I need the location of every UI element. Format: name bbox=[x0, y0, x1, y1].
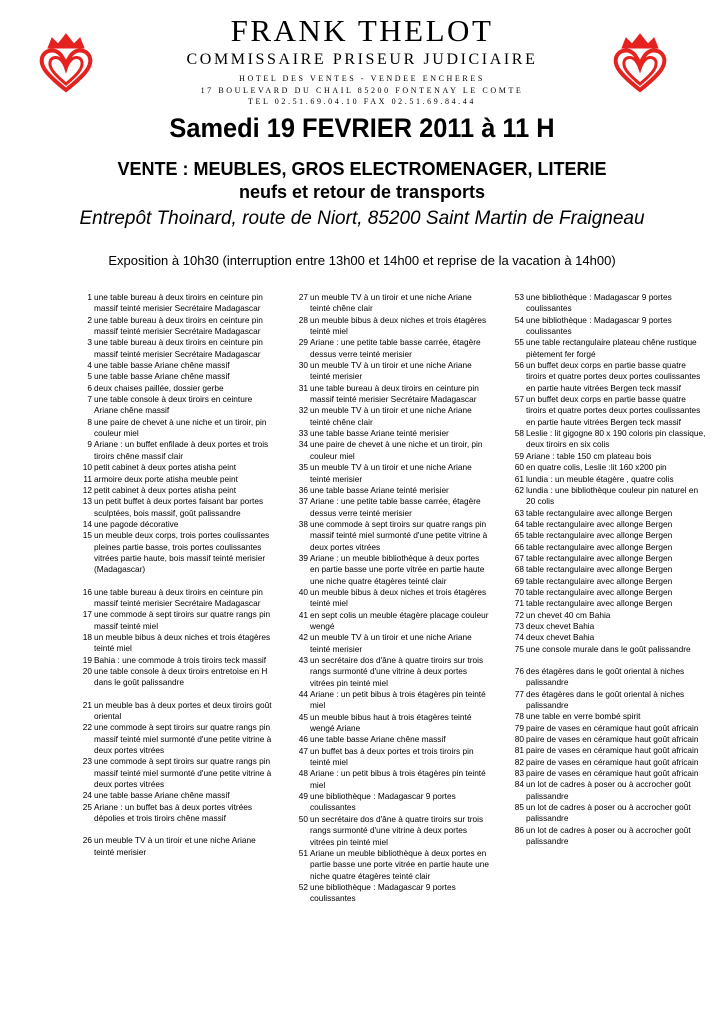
lot-number: 29 bbox=[298, 337, 308, 348]
lot-description: armoire deux porte atisha meuble peint bbox=[94, 473, 238, 484]
header-contact-line: TEL 02.51.69.04.10 FAX 02.51.69.84.44 bbox=[248, 97, 476, 106]
lot-number: 77 bbox=[514, 688, 524, 699]
lot-description: un petit buffet à deux portes faisant bar portes sculptées, bois massif, goût palissandre bbox=[94, 496, 264, 518]
lot-description: un chevet 40 cm Bahia bbox=[526, 609, 611, 620]
lot-item bbox=[510, 587, 706, 598]
lot-description: un meuble TV à un tiroir et une niche Ariane teinté merisier bbox=[310, 360, 472, 382]
lot-description: table rectangulaire avec allonge Bergen bbox=[526, 586, 673, 597]
lot-description: lundia : un meuble étagère , quatre colis bbox=[526, 473, 674, 484]
lot-item bbox=[294, 712, 490, 735]
lot-description: Leslie : lit gigogne 80 x 190 coloris pin classique, deux tiroirs en six colis bbox=[526, 428, 706, 450]
lot-description: des étagères dans le goût oriental à niches palissandre bbox=[526, 688, 685, 711]
lot-item bbox=[294, 746, 490, 769]
lot-item bbox=[78, 587, 274, 610]
lot-description: deux chaises paillée, dossier gerbe bbox=[94, 382, 224, 393]
lot-item bbox=[78, 439, 274, 462]
lot-number: 64 bbox=[514, 518, 524, 529]
lot-item bbox=[294, 360, 490, 383]
lot-number: 66 bbox=[514, 541, 524, 552]
lot-item bbox=[510, 598, 706, 609]
lot-item bbox=[78, 530, 274, 575]
lot-number: 63 bbox=[514, 507, 524, 518]
lot-item bbox=[510, 576, 706, 587]
lot-description: Ariane : une petite table basse carrée, étagère dessus verre teinté merisier bbox=[310, 496, 481, 518]
sale-title-line1: VENTE : MEUBLES, GROS ELECTROMENAGER, LITERIE bbox=[117, 159, 607, 179]
lots-column-2 bbox=[294, 292, 490, 905]
lot-item bbox=[78, 609, 274, 632]
lot-item bbox=[510, 485, 706, 508]
lot-description: une table rectangulaire plateau chêne rustique piètement fer forgé bbox=[526, 337, 697, 359]
lot-item bbox=[294, 428, 490, 439]
lot-item bbox=[510, 394, 706, 428]
lot-number: 67 bbox=[514, 552, 524, 563]
lot-description: une console murale dans le goût palissandre bbox=[526, 643, 691, 654]
lot-description: en sept colis un meuble étagère placage couleur wengé bbox=[310, 609, 489, 631]
lot-number: 76 bbox=[514, 666, 524, 676]
lot-number: 10 bbox=[82, 462, 92, 473]
lot-description: Ariane : table 150 cm plateau bois bbox=[526, 450, 652, 461]
lot-number: 85 bbox=[514, 802, 524, 813]
lot-description: un lot de cadres à poser ou à accrocher goût palissandre bbox=[526, 779, 691, 801]
lot-number: 5 bbox=[87, 371, 92, 382]
lot-item bbox=[78, 632, 274, 655]
lot-number: 39 bbox=[298, 552, 308, 563]
lot-description: Ariane : un meuble bibliothèque à deux portes en partie basse une porte vitrée en partie haute une niche quatre étagères teinté clair bbox=[310, 552, 485, 586]
lot-description: un meuble TV à un tiroir et une niche Ariane teinté merisier bbox=[310, 462, 472, 484]
lot-description: une table en verre bombé spirit bbox=[526, 711, 641, 722]
lot-item bbox=[78, 462, 274, 473]
lots-column-3 bbox=[510, 292, 706, 848]
lot-item bbox=[510, 644, 706, 655]
lot-number: 9 bbox=[87, 439, 92, 450]
lot-description: table rectangulaire avec allonge Bergen bbox=[526, 541, 673, 552]
lot-item bbox=[510, 802, 706, 825]
lot-number: 33 bbox=[298, 428, 308, 439]
lot-description: une table console à deux tiroirs en ceinture Ariane chêne massif bbox=[94, 394, 253, 416]
lot-item bbox=[78, 519, 274, 530]
lot-description: Ariane : un buffet bas à deux portes vitrées dépolies et trois tiroirs chêne massif bbox=[94, 801, 253, 824]
lot-number: 20 bbox=[82, 666, 92, 676]
lot-item bbox=[78, 835, 274, 858]
lot-description: Ariane : un buffet enfilade à deux portes et trois tiroirs chêne massif clair bbox=[94, 439, 269, 461]
lot-description: petit cabinet à deux portes atisha peint bbox=[94, 462, 237, 473]
lot-description: un secrétaire dos d'âne à quatre tiroirs sur trois rangs surmonté d'une vitrine à deux portes vitrées pin teinté miel bbox=[310, 655, 484, 688]
lot-description: deux chevet Bahia bbox=[526, 620, 595, 631]
lot-number: 75 bbox=[514, 643, 524, 654]
lot-item bbox=[510, 768, 706, 779]
lot-number: 26 bbox=[82, 835, 92, 846]
lot-number: 43 bbox=[298, 655, 308, 665]
lot-item bbox=[294, 383, 490, 406]
lot-item bbox=[510, 825, 706, 848]
lot-description: Bahia : une commode à trois tiroirs teck massif bbox=[94, 654, 266, 665]
lot-item bbox=[294, 405, 490, 428]
lot-item bbox=[78, 756, 274, 790]
lot-description: petit cabinet à deux portes atisha peint bbox=[94, 484, 237, 495]
lot-number: 45 bbox=[298, 711, 308, 722]
lot-description: une table basse Ariane chêne massif bbox=[94, 790, 230, 801]
lot-description: une commode à sept tiroirs sur quatre rangs pin massif teinté miel surmonté d'une petite vitrine à deux portes vitrées bbox=[94, 722, 272, 756]
lot-number: 18 bbox=[82, 631, 92, 642]
lot-description: table rectangulaire avec allonge Bergen bbox=[526, 507, 673, 518]
lot-description: paire de vases en céramique haut goût africain bbox=[526, 756, 699, 767]
lot-item bbox=[510, 337, 706, 360]
lot-number: 41 bbox=[298, 609, 308, 620]
lot-description: une table basse Ariane chêne massif bbox=[94, 371, 230, 382]
lot-description: un meuble bibus haut à trois étagères teinté wengé Ariane bbox=[310, 711, 472, 734]
lot-number: 34 bbox=[298, 439, 308, 450]
lot-description: une table bureau à deux tiroirs en ceinture pin massif teinté merisier Secrétaire Madagascar bbox=[94, 586, 263, 608]
lot-description: paire de vases en céramique haut goût africain bbox=[526, 722, 699, 733]
lot-item bbox=[78, 315, 274, 338]
lot-number: 78 bbox=[514, 711, 524, 722]
lot-item bbox=[78, 666, 274, 689]
lot-number: 1 bbox=[87, 292, 92, 302]
lot-number: 74 bbox=[514, 632, 524, 643]
lot-item bbox=[294, 462, 490, 485]
lot-item bbox=[510, 530, 706, 541]
lot-number: 38 bbox=[298, 518, 308, 529]
lots-column-1 bbox=[78, 292, 274, 858]
lot-description: un secrétaire dos d'âne à quatre tiroirs sur trois rangs surmonté d'une vitrine à deux portes vitrées pin teinté miel bbox=[310, 813, 484, 847]
auctioneer-title: COMMISSAIRE PRISEUR JUDICIAIRE bbox=[186, 51, 538, 68]
lot-item bbox=[510, 360, 706, 394]
lot-description: en quatre colis, Leslie :lit 160 x200 pin bbox=[526, 462, 667, 473]
lot-item bbox=[78, 790, 274, 801]
lot-item bbox=[510, 621, 706, 632]
lot-number: 13 bbox=[82, 496, 92, 507]
lot-item bbox=[510, 553, 706, 564]
lot-item bbox=[294, 610, 490, 633]
lot-number: 55 bbox=[514, 337, 524, 348]
lot-number: 58 bbox=[514, 428, 524, 439]
lot-description: des étagères dans le goût oriental à niches palissandre bbox=[526, 666, 685, 688]
lot-description: Ariane : un petit bibus à trois étagères pin teinté miel bbox=[310, 768, 486, 790]
lot-number: 48 bbox=[298, 768, 308, 779]
lot-number: 46 bbox=[298, 734, 308, 745]
lot-item bbox=[510, 428, 706, 451]
lot-number: 14 bbox=[82, 518, 92, 529]
lot-item bbox=[510, 779, 706, 802]
lot-description: table rectangulaire avec allonge Bergen bbox=[526, 575, 673, 586]
lot-number: 37 bbox=[298, 496, 308, 507]
lot-number: 22 bbox=[82, 722, 92, 733]
lot-number: 61 bbox=[514, 473, 524, 484]
lot-item bbox=[294, 632, 490, 655]
lot-number: 4 bbox=[87, 360, 92, 371]
lot-number: 70 bbox=[514, 586, 524, 597]
lot-number: 7 bbox=[87, 394, 92, 405]
lot-number: 54 bbox=[514, 314, 524, 325]
lot-number: 80 bbox=[514, 734, 524, 745]
lot-item bbox=[510, 315, 706, 338]
lot-number: 17 bbox=[82, 609, 92, 620]
lot-item bbox=[78, 802, 274, 825]
lot-item bbox=[78, 360, 274, 371]
lot-description: une bibliothèque : Madagascar 9 portes coulissantes bbox=[310, 791, 456, 813]
lot-description: un meuble TV à un tiroir et une niche Ariane teinté merisier bbox=[310, 632, 472, 654]
lot-item bbox=[294, 655, 490, 689]
lot-description: paire de vases en céramique haut goût africain bbox=[526, 734, 699, 745]
lot-number: 81 bbox=[514, 745, 524, 756]
lot-number: 25 bbox=[82, 801, 92, 812]
lot-description: table rectangulaire avec allonge Bergen bbox=[526, 530, 673, 541]
lot-number: 3 bbox=[87, 337, 92, 348]
lot-number: 49 bbox=[298, 791, 308, 802]
lot-item bbox=[294, 519, 490, 553]
lot-item bbox=[78, 337, 274, 360]
lot-description: Ariane : une petite table basse carrée, étagère dessus verre teinté merisier bbox=[310, 337, 481, 359]
lot-description: un meuble TV à un tiroir et une niche Ariane teinté chêne clair bbox=[310, 405, 472, 427]
lot-number: 12 bbox=[82, 484, 92, 495]
lot-description: une table basse Ariane chêne massif bbox=[310, 734, 446, 745]
lot-item bbox=[294, 485, 490, 496]
lot-number: 15 bbox=[82, 530, 92, 541]
lot-item bbox=[510, 292, 706, 315]
lot-item bbox=[294, 768, 490, 791]
lot-description: deux chevet Bahia bbox=[526, 632, 595, 643]
lot-item bbox=[78, 496, 274, 519]
lot-item bbox=[78, 383, 274, 394]
sale-date: Samedi 19 FEVRIER 2011 à 11 H bbox=[169, 113, 555, 143]
lot-item bbox=[510, 734, 706, 745]
lot-number: 24 bbox=[82, 790, 92, 801]
lot-description: une commode à sept tiroirs sur quatre rangs pin massif teinté miel surmonté d'une petite vitrine à deux portes vitrées bbox=[94, 756, 272, 790]
lot-item bbox=[294, 882, 490, 905]
lot-item bbox=[294, 791, 490, 814]
lot-item bbox=[78, 292, 274, 315]
lot-number: 36 bbox=[298, 484, 308, 495]
lot-number: 68 bbox=[514, 564, 524, 575]
lot-description: table rectangulaire avec allonge Bergen bbox=[526, 564, 673, 575]
lot-number: 27 bbox=[298, 292, 308, 302]
lot-item bbox=[510, 745, 706, 756]
lot-number: 51 bbox=[298, 847, 308, 858]
lot-item bbox=[510, 723, 706, 734]
lot-number: 73 bbox=[514, 620, 524, 631]
lot-description: une bibliothèque : Madagascar 9 portes coulissantes bbox=[526, 292, 672, 314]
lot-number: 6 bbox=[87, 382, 92, 393]
lot-item bbox=[78, 700, 274, 723]
lot-description: un meuble bibus à deux niches et trois étagères teinté miel bbox=[94, 631, 271, 654]
lot-description: un meuble TV à un tiroir et une niche Ariane teinté merisier bbox=[94, 835, 256, 857]
lot-item bbox=[78, 371, 274, 382]
lot-number: 83 bbox=[514, 768, 524, 779]
lot-number: 31 bbox=[298, 382, 308, 393]
lot-item bbox=[294, 315, 490, 338]
lot-description: une table basse Ariane chêne massif bbox=[94, 360, 230, 371]
lot-number: 65 bbox=[514, 530, 524, 541]
lot-description: paire de vases en céramique haut goût africain bbox=[526, 745, 699, 756]
lot-description: une commode à sept tiroirs sur quatre rangs pin massif teinté miel surmonté d'une petite vitrine à deux portes vitrées bbox=[310, 518, 488, 552]
lot-description: table rectangulaire avec allonge Bergen bbox=[526, 552, 673, 563]
lot-description: une table basse Ariane teinté merisier bbox=[310, 484, 449, 495]
auctioneer-name: FRANK THELOT bbox=[230, 13, 494, 48]
lot-number: 2 bbox=[87, 314, 92, 325]
lot-description: lundia : une bibliothèque couleur pin naturel en 20 colis bbox=[526, 484, 699, 507]
lot-number: 16 bbox=[82, 586, 92, 597]
lot-item bbox=[78, 394, 274, 417]
exposition-info: Exposition à 10h30 (interruption entre 13h00 et 14h00 et reprise de la vacation à 14h00) bbox=[108, 253, 616, 268]
sale-title-line2: neufs et retour de transports bbox=[238, 182, 486, 202]
lot-item bbox=[294, 734, 490, 745]
lot-item bbox=[78, 485, 274, 496]
lot-item bbox=[294, 587, 490, 610]
lot-number: 21 bbox=[82, 699, 92, 710]
lot-item bbox=[294, 689, 490, 712]
lot-number: 52 bbox=[298, 881, 308, 892]
lot-description: une paire de chevet à une niche et un tiroir, pin couleur miel bbox=[94, 416, 267, 439]
lot-number: 79 bbox=[514, 722, 524, 733]
lot-item bbox=[294, 337, 490, 360]
lot-item bbox=[294, 292, 490, 315]
lot-description: un buffet deux corps en partie basse quatre tiroirs et quatre portes deux portes coulissantes en partie haute vitrées Bergen teck massif bbox=[526, 360, 701, 393]
lot-number: 44 bbox=[298, 689, 308, 700]
lot-description: un meuble TV à un tiroir et une niche Ariane teinté chêne clair bbox=[310, 292, 472, 314]
lot-description: une table bureau à deux tiroirs en ceinture pin massif teinté merisier Secrétaire Madagascar bbox=[310, 382, 479, 405]
lot-number: 57 bbox=[514, 394, 524, 405]
lot-number: 42 bbox=[298, 632, 308, 643]
lot-number: 19 bbox=[82, 654, 92, 665]
lot-description: une table bureau à deux tiroirs en ceinture pin massif teinté merisier Secrétaire Madagascar bbox=[94, 314, 263, 337]
lot-description: Ariane un meuble bibliothèque à deux portes en partie basse une porte vitrée en partie haute une niche quatre étagères teinté clair bbox=[310, 847, 489, 881]
lot-item bbox=[294, 496, 490, 519]
lot-item bbox=[510, 564, 706, 575]
lot-item bbox=[294, 848, 490, 882]
lot-number: 60 bbox=[514, 462, 524, 473]
lot-number: 59 bbox=[514, 450, 524, 461]
lot-description: une paire de chevet à une niche et un tiroir, pin couleur miel bbox=[310, 439, 483, 461]
sale-location: Entrepôt Thoinard, route de Niort, 85200 Saint Martin de Fraigneau bbox=[79, 208, 645, 229]
lot-description: table rectangulaire avec allonge Bergen bbox=[526, 518, 673, 529]
lot-item bbox=[294, 814, 490, 848]
lot-description: une table console à deux tiroirs entretoise en H dans le goût palissandre bbox=[94, 666, 268, 688]
lot-description: une table bureau à deux tiroirs en ceinture pin massif teinté merisier Secrétaire Madagascar bbox=[94, 292, 263, 314]
lot-description: une bibliothèque : Madagascar 9 portes coulissantes bbox=[310, 881, 456, 904]
lot-description: un buffet bas à deux portes et trois tiroirs pin teinté miel bbox=[310, 745, 474, 768]
lot-description: un meuble deux corps, trois portes coulissantes pleines partie basse, trois portes coulissantes vitrées partie haute, bois massif teinté merisier (Madagascar) bbox=[94, 530, 270, 575]
lot-number: 23 bbox=[82, 756, 92, 767]
lot-item bbox=[294, 553, 490, 587]
lot-item bbox=[510, 757, 706, 768]
lot-number: 32 bbox=[298, 405, 308, 416]
lot-description: un lot de cadres à poser ou à accrocher goût palissandre bbox=[526, 802, 691, 824]
lot-description: un lot de cadres à poser ou à accrocher goût palissandre bbox=[526, 824, 691, 847]
lot-item bbox=[510, 632, 706, 643]
lot-description: paire de vases en céramique haut goût africain bbox=[526, 768, 699, 779]
lot-description: un meuble bas à deux portes et deux tiroirs goût oriental bbox=[94, 699, 272, 722]
lot-description: un meuble bibus à deux niches et trois étagères teinté miel bbox=[310, 314, 487, 337]
lot-item bbox=[78, 655, 274, 666]
lot-description: un buffet deux corps en partie basse quatre tiroirs et quatre portes deux portes coulissantes en partie haute vitrées Bergen teck massif bbox=[526, 394, 701, 427]
lot-item bbox=[510, 689, 706, 712]
lot-item bbox=[510, 711, 706, 722]
header-address-line2: 17 BOULEVARD DU CHAIL 85200 FONTENAY LE COMTE bbox=[200, 86, 524, 95]
lot-description: une bibliothèque : Madagascar 9 portes coulissantes bbox=[526, 314, 672, 337]
lot-item bbox=[78, 417, 274, 440]
lot-number: 82 bbox=[514, 756, 524, 767]
lot-number: 11 bbox=[83, 473, 92, 484]
lot-number: 40 bbox=[298, 586, 308, 597]
lot-description: une commode à sept tiroirs sur quatre rangs pin massif teinté miel bbox=[94, 609, 271, 631]
lot-number: 35 bbox=[298, 462, 308, 473]
lot-number: 53 bbox=[514, 292, 524, 302]
lot-item bbox=[294, 439, 490, 462]
lot-item bbox=[510, 462, 706, 473]
lot-item bbox=[78, 722, 274, 756]
lot-description: table rectangulaire avec allonge Bergen bbox=[526, 598, 673, 609]
lot-item bbox=[510, 474, 706, 485]
lot-item bbox=[510, 508, 706, 519]
lot-number: 72 bbox=[514, 609, 524, 620]
lot-item bbox=[78, 474, 274, 485]
lot-description: une table bureau à deux tiroirs en ceinture pin massif teinté merisier Secrétaire Madagascar bbox=[94, 337, 263, 359]
lot-item bbox=[510, 519, 706, 530]
lot-item bbox=[510, 451, 706, 462]
lot-description: une pagode décorative bbox=[94, 518, 179, 529]
sale-title bbox=[0, 158, 724, 204]
lot-number: 28 bbox=[298, 314, 308, 325]
lot-item bbox=[510, 610, 706, 621]
lot-number: 69 bbox=[514, 575, 524, 586]
header-address-line1: HOTEL DES VENTES - VENDEE ENCHERES bbox=[239, 74, 485, 83]
lot-item bbox=[510, 666, 706, 689]
lot-description: un meuble bibus à deux niches et trois étagères teinté miel bbox=[310, 586, 487, 609]
lot-number: 71 bbox=[514, 598, 524, 609]
lot-item bbox=[510, 542, 706, 553]
lot-number: 86 bbox=[514, 824, 524, 835]
lot-number: 30 bbox=[298, 360, 308, 371]
lot-number: 47 bbox=[298, 745, 308, 756]
lot-description: une table basse Ariane teinté merisier bbox=[310, 428, 449, 439]
lot-number: 84 bbox=[514, 779, 524, 790]
lot-description: Ariane : un petit bibus à trois étagères pin teinté miel bbox=[310, 689, 486, 711]
lot-number: 50 bbox=[298, 813, 308, 824]
lot-number: 62 bbox=[514, 484, 524, 495]
lot-number: 56 bbox=[514, 360, 524, 371]
lot-number: 8 bbox=[87, 416, 92, 427]
